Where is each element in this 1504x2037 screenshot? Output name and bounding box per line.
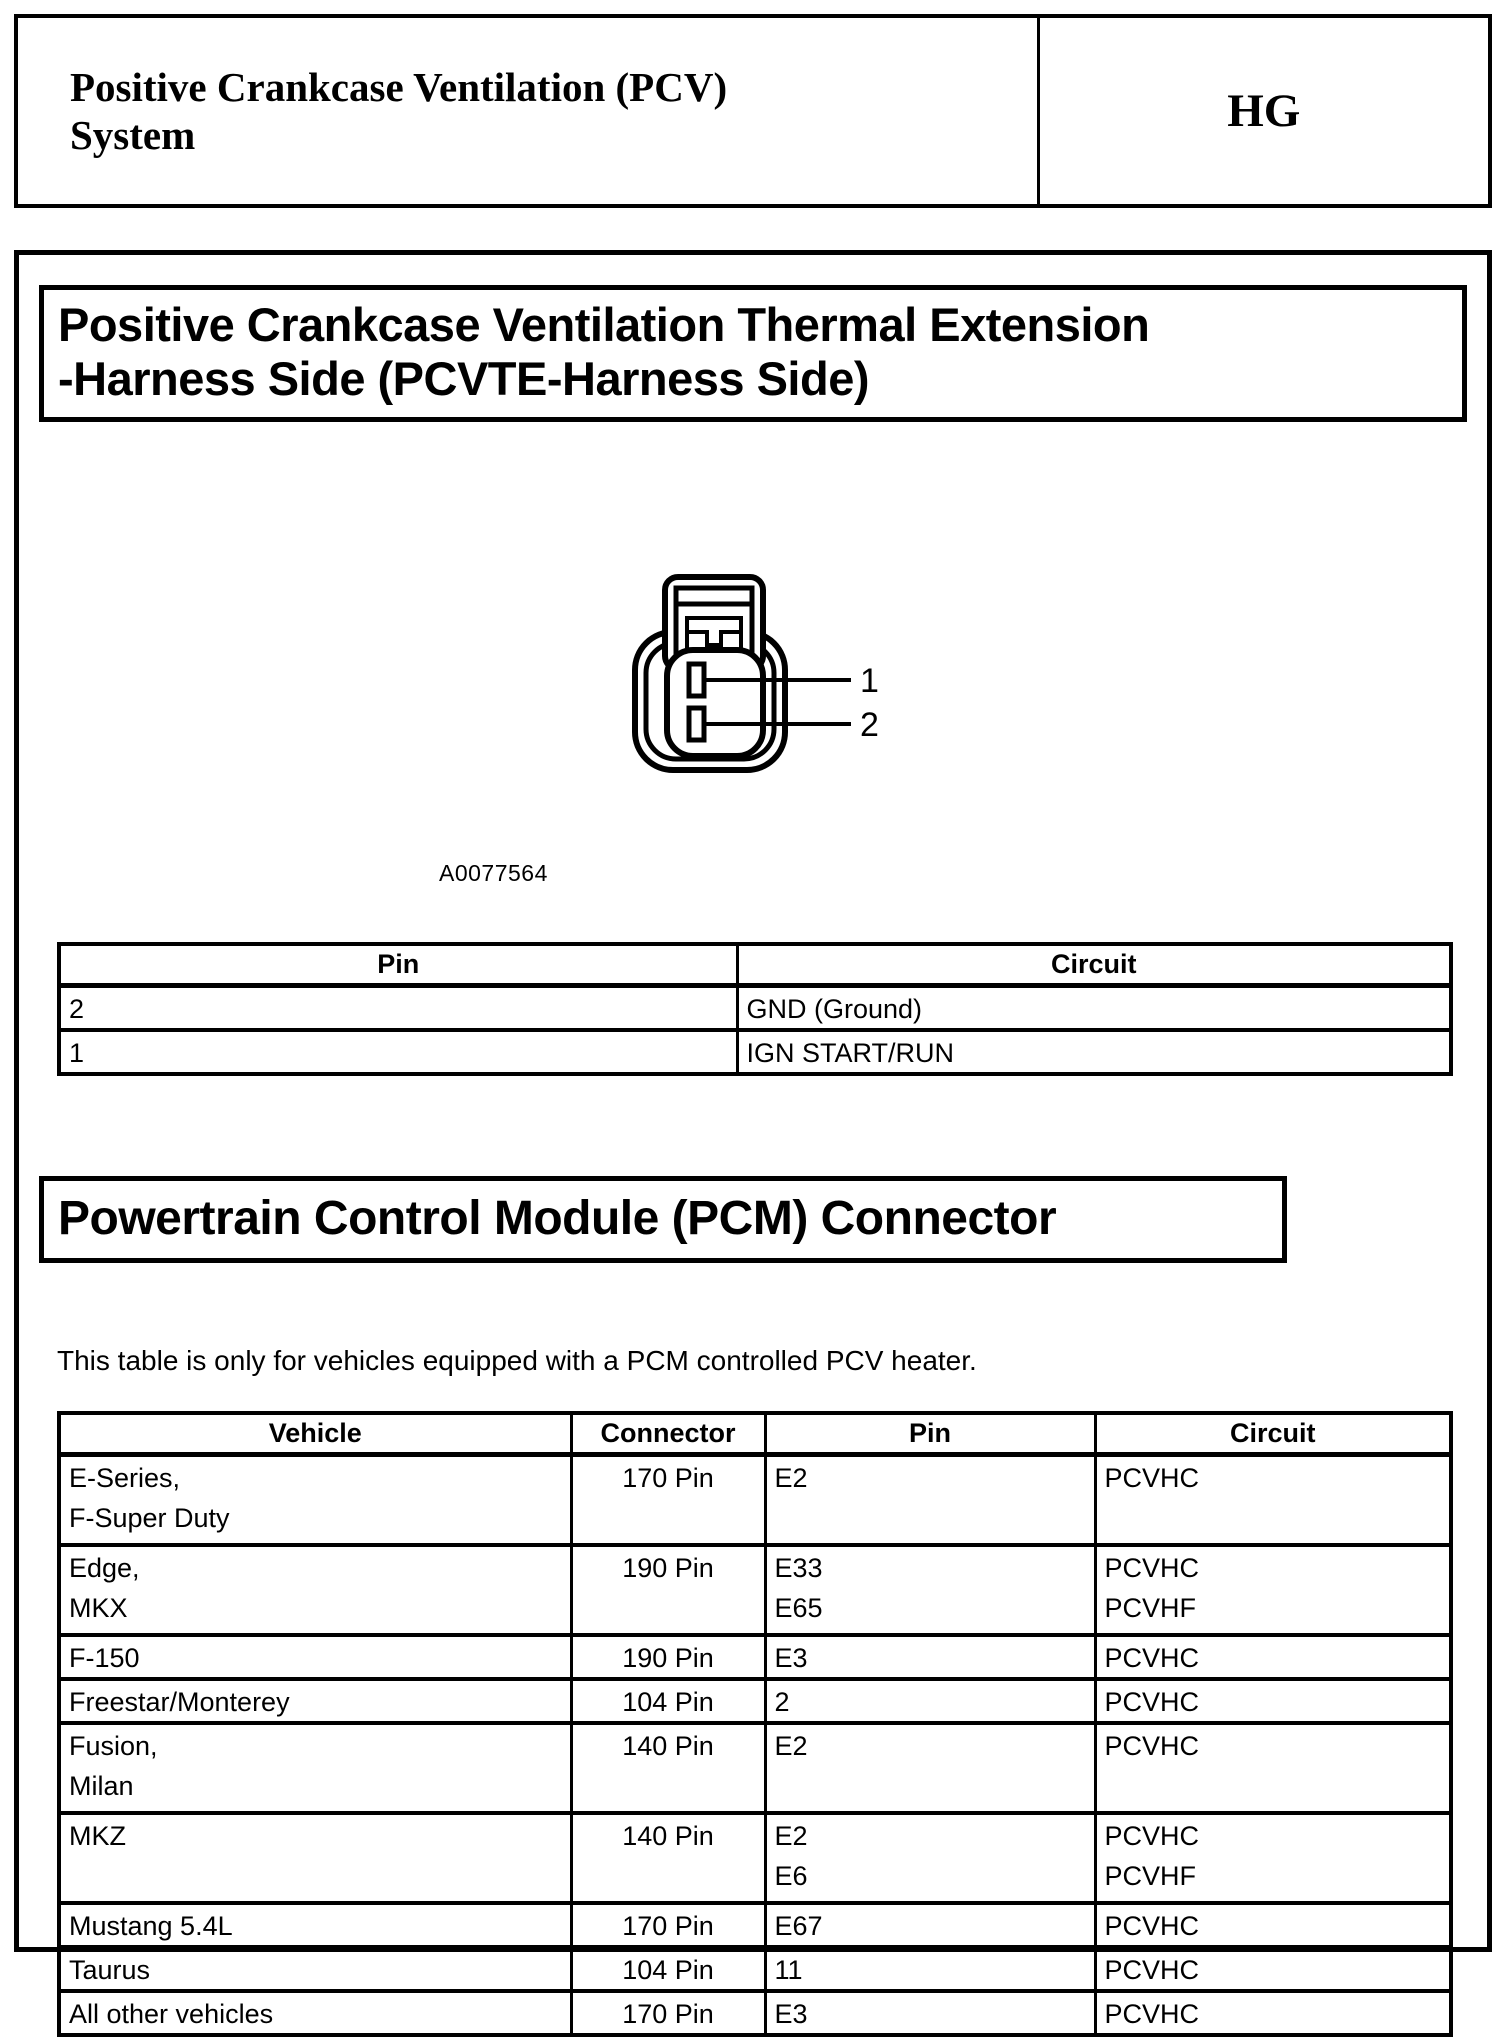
terminal-1 [689,664,704,696]
table-row [59,1455,1451,1546]
vehicle-cell: Taurus [59,1947,571,1991]
pin-cell: E2 [765,1723,1095,1813]
pcm-header-connector: Connector [571,1413,765,1455]
vehicle-cell: Edge, MKX [59,1545,571,1635]
circuit-cell: PCVHC PCVHF [1095,1545,1451,1635]
section-code: HG [1227,85,1301,137]
terminal-2 [689,708,704,740]
circuit-cell: PCVHC PCVHF [1095,1813,1451,1903]
connector-cell: 190 Pin [571,1635,765,1679]
pcm-table-header-row [59,1413,1451,1455]
circuit-cell: PCVHC [1095,1903,1451,1947]
pin-cell: E33 E65 [765,1545,1095,1635]
page-header-code-cell [1040,18,1488,204]
circuit-cell: PCVHC [1095,1991,1451,2035]
pin-table-header-circuit: Circuit [737,944,1451,986]
table-row [59,1723,1451,1813]
table-row [59,986,1451,1031]
connector-cell: 140 Pin [571,1723,765,1813]
pcvte-title-line1: Positive Crankcase Ventilation Thermal Extension [58,298,1150,351]
connector-cell: 104 Pin [571,1947,765,1991]
connector-cavity [667,650,763,756]
table-row [59,1545,1451,1635]
vehicle-cell: E-Series, F-Super Duty [59,1455,571,1546]
pcvte-pin-table [57,942,1453,1076]
pin-cell: 11 [765,1947,1095,1991]
circuit-cell: GND (Ground) [737,986,1451,1031]
connector-cell: 140 Pin [571,1813,765,1903]
pcm-section-title: Powertrain Control Module (PCM) Connector [39,1176,1287,1263]
page-header-title-cell [18,18,1040,204]
table-row [59,1030,1451,1074]
pcm-header-circuit: Circuit [1095,1413,1451,1455]
vehicle-cell: All other vehicles [59,1991,571,2035]
pcvte-connector-diagram [623,574,891,774]
pin-table-header-pin: Pin [59,944,737,986]
vehicle-cell: F-150 [59,1635,571,1679]
pcvte-title-line2: -Harness Side (PCVTE-Harness Side) [58,351,869,405]
pin-cell: E3 [765,1635,1095,1679]
pcm-note: This table is only for vehicles equipped with a PCM controlled PCV heater. [57,1345,977,1377]
pin-cell: 1 [59,1030,737,1074]
pin-cell: E67 [765,1903,1095,1947]
pcvte-section-title [39,285,1467,422]
vehicle-cell: Fusion, Milan [59,1723,571,1813]
pin-table-header-row [59,944,1451,986]
callout-label-1: 1 [860,662,879,701]
vehicle-cell: Mustang 5.4L [59,1903,571,1947]
connector-cell: 190 Pin [571,1545,765,1635]
connector-cell: 104 Pin [571,1679,765,1723]
circuit-cell: PCVHC [1095,1947,1451,1991]
pin-cell: 2 [59,986,737,1031]
circuit-cell: IGN START/RUN [737,1030,1451,1074]
circuit-cell: PCVHC [1095,1679,1451,1723]
table-row [59,1947,1451,1991]
circuit-cell: PCVHC [1095,1455,1451,1546]
vehicle-cell: MKZ [59,1813,571,1903]
page-title: Positive Crankcase Ventilation (PCV) System [70,63,728,158]
content-box [14,250,1492,2030]
callout-label-2: 2 [860,706,879,745]
connector-cell: 170 Pin [571,1903,765,1947]
circuit-cell: PCVHC [1095,1635,1451,1679]
connector-cell: 170 Pin [571,1455,765,1546]
connector-cell: 170 Pin [571,1991,765,2035]
pin-cell: 2 [765,1679,1095,1723]
table-row [59,1635,1451,1679]
page-header [14,14,1492,208]
pin-cell: E3 [765,1991,1095,2035]
circuit-cell: PCVHC [1095,1723,1451,1813]
pcm-header-vehicle: Vehicle [59,1413,571,1455]
figure-id-label: A0077564 [439,860,548,887]
table-row [59,1991,1451,2035]
pcvte-figure [39,422,1467,942]
pcm-connector-table [57,1411,1453,2037]
pcm-header-pin: Pin [765,1413,1095,1455]
table-row [59,1679,1451,1723]
table-row [59,1903,1451,1947]
pin-cell: E2 [765,1455,1095,1546]
vehicle-cell: Freestar/Monterey [59,1679,571,1723]
table-row [59,1813,1451,1903]
pin-cell: E2 E6 [765,1813,1095,1903]
